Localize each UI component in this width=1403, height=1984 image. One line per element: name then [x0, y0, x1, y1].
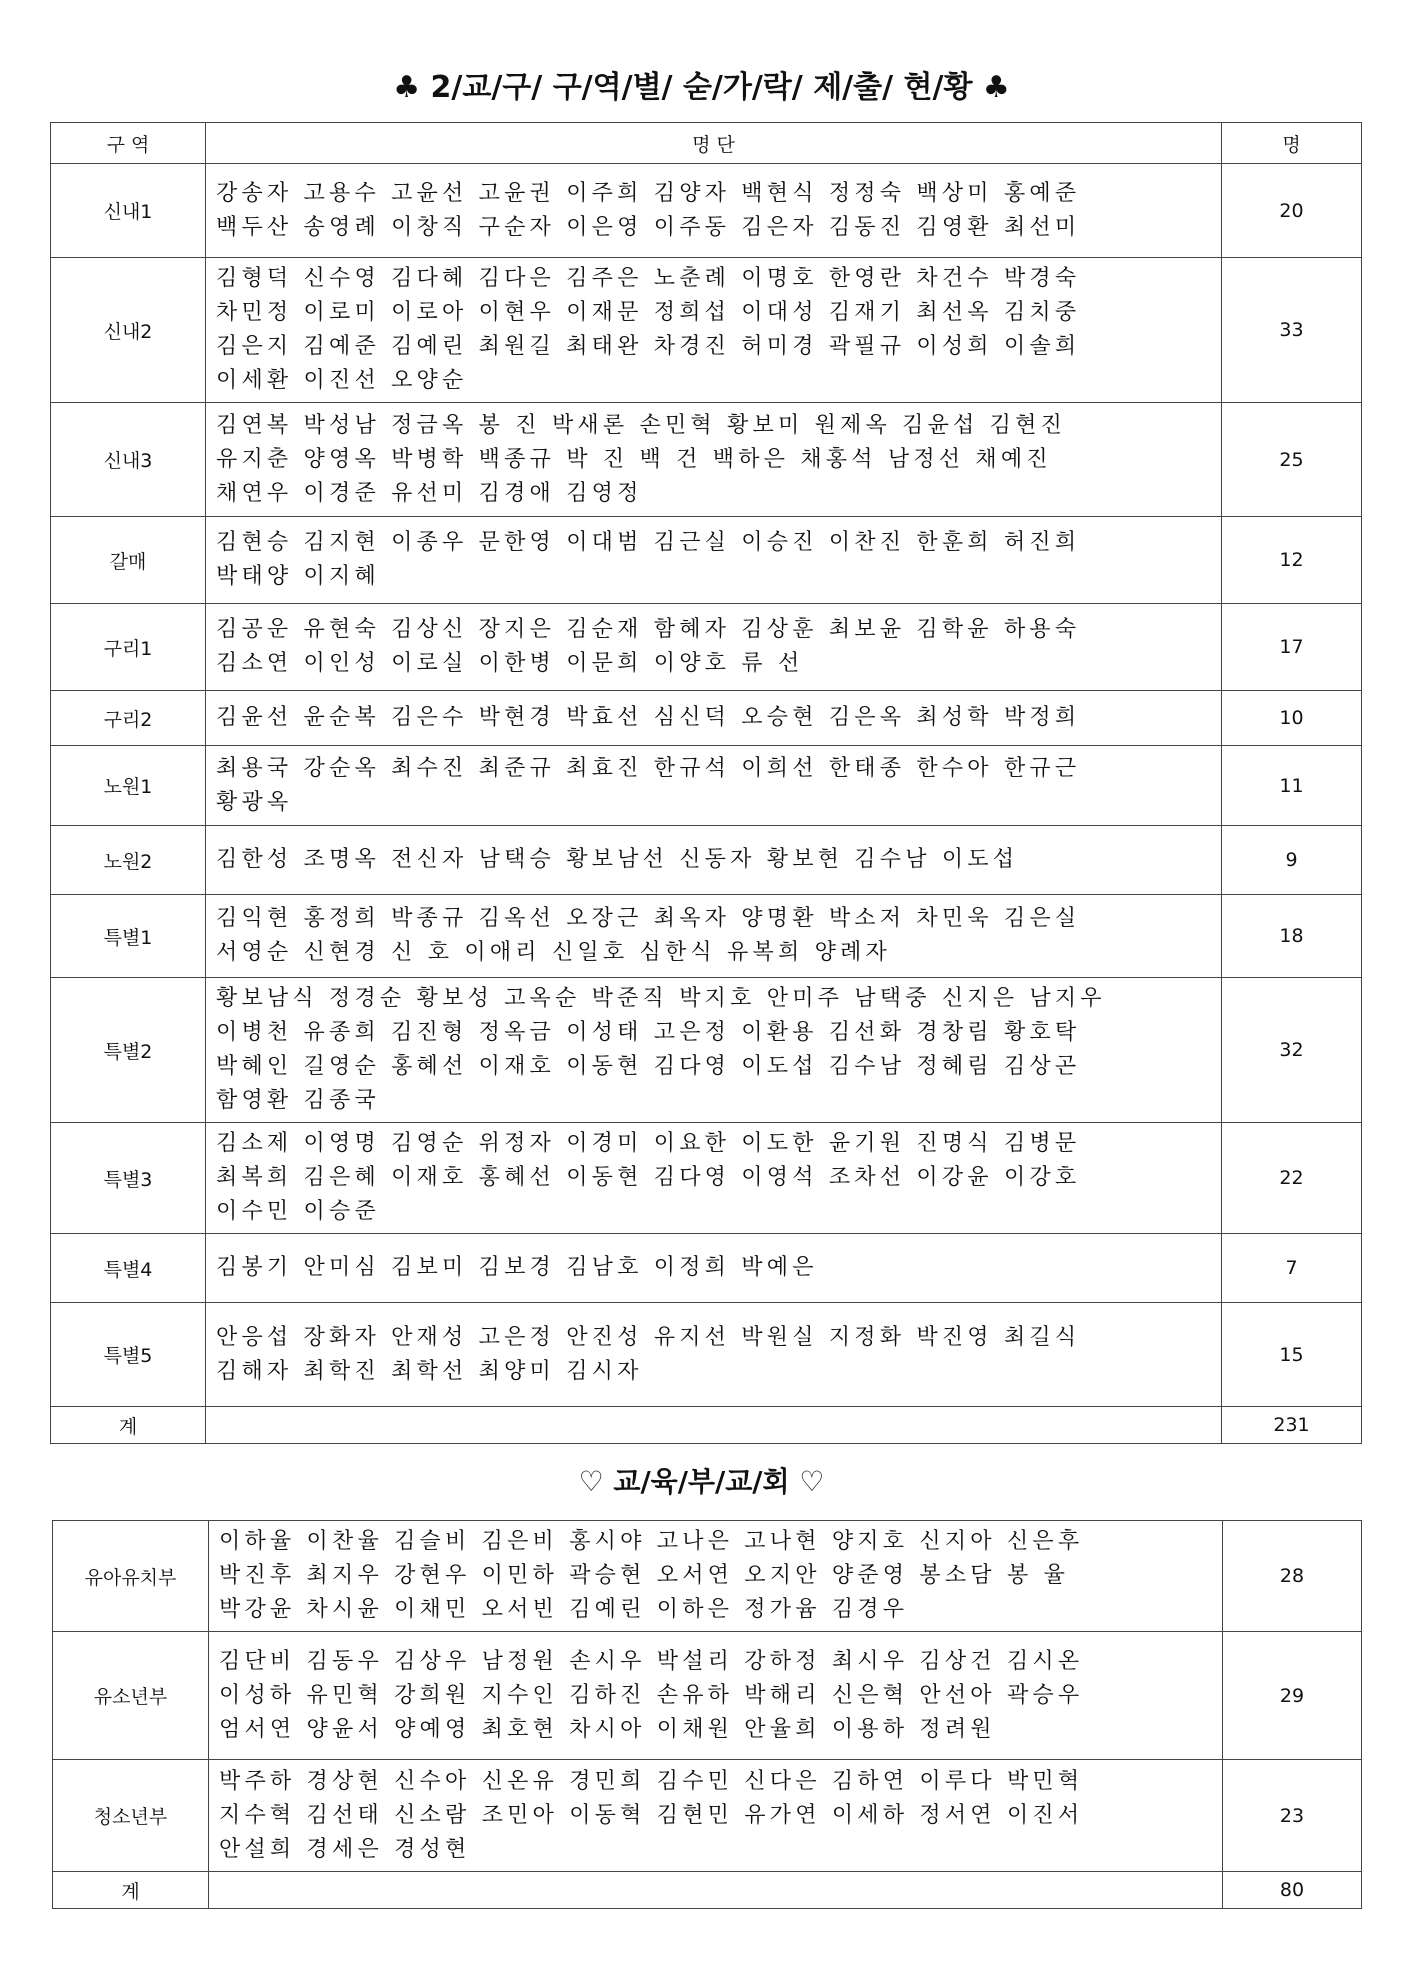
total-blank-cell — [206, 1407, 1222, 1444]
education-table-body — [53, 1521, 1362, 1909]
names-line: 서영순 신현경 신 호 이애리 신일호 심한식 유복희 양례자 — [216, 940, 891, 965]
names-line: 김해자 최학진 최학선 최양미 김시자 — [216, 1358, 643, 1384]
total-label: 계 — [51, 1407, 206, 1444]
names-cell — [206, 1234, 1222, 1303]
names-cell — [206, 164, 1222, 258]
area-cell: 노원2 — [51, 826, 206, 895]
names-line: 유지춘 양영옥 박병학 백종규 박 진 백 건 백하은 채홍석 남정선 채예진 — [216, 446, 1052, 472]
area-cell: 노원1 — [51, 746, 206, 826]
names-line: 안설희 경세은 경성현 — [219, 1836, 471, 1862]
page-title: ♣ 2/교/구/ 구/역/별/ 숟/가/락/ 제/출/ 현/황 ♣ — [393, 70, 1010, 105]
table-row — [51, 258, 1362, 403]
names-cell — [206, 517, 1222, 604]
names-line: 김공운 유현숙 김상신 장지은 김순재 함혜자 김상훈 최보윤 김학윤 하용숙 — [216, 617, 1081, 642]
table-row — [51, 895, 1362, 978]
table-row — [53, 1760, 1362, 1872]
count-cell: 11 — [1222, 746, 1362, 826]
names-line: 차민정 이로미 이로아 이현우 이재문 정희섭 이대성 김재기 최선옥 김치중 — [216, 300, 1081, 325]
count-cell: 17 — [1222, 604, 1362, 691]
names-line: 최용국 강순옥 최수진 최준규 최효진 한규석 이희선 한태종 한수아 한규근 — [216, 755, 1081, 781]
names-cell — [206, 258, 1222, 403]
names-line: 박강윤 차시윤 이채민 오서빈 김예린 이하은 정가윰 김경우 — [219, 1597, 909, 1622]
names-cell — [206, 826, 1222, 895]
names-cell — [209, 1760, 1223, 1872]
area-cell: 유소년부 — [53, 1632, 209, 1760]
names-line: 김봉기 안미심 김보미 김보경 김남호 이정희 박예은 — [216, 1255, 818, 1280]
table-row — [53, 1521, 1362, 1632]
names-line: 최복희 김은혜 이재호 홍혜선 이동현 김다영 이영석 조차선 이강윤 이강호 — [216, 1165, 1081, 1190]
table-row — [51, 978, 1362, 1123]
names-line: 김연복 박성남 정금옥 봉 진 박새론 손민혁 황보미 원제옥 김윤섭 김현진 — [216, 412, 1067, 438]
names-line: 김소연 이인성 이로실 이한병 이문희 이양호 류 선 — [216, 651, 804, 676]
total-label: 계 — [53, 1872, 209, 1909]
names-line: 박주하 경상현 신수아 신온유 경민희 김수민 신다은 김하연 이루다 박민혁 — [219, 1768, 1084, 1794]
header-area: 구 역 — [51, 123, 206, 164]
count-cell: 33 — [1222, 258, 1362, 403]
count-cell: 25 — [1222, 403, 1362, 517]
count-cell: 20 — [1222, 164, 1362, 258]
district-table-body — [51, 123, 1362, 1444]
names-line: 박진후 최지우 강현우 이민하 곽승현 오서연 오지안 양준영 봉소담 봉 율 — [219, 1563, 1070, 1588]
names-cell — [206, 1123, 1222, 1234]
total-count: 80 — [1223, 1872, 1362, 1909]
table-row — [51, 1123, 1362, 1234]
names-line: 김형덕 신수영 김다혜 김다은 김주은 노춘례 이명호 한영란 차건수 박경숙 — [216, 266, 1081, 291]
total-row — [51, 1407, 1362, 1444]
names-cell — [206, 978, 1222, 1123]
education-table — [52, 1520, 1362, 1909]
count-cell: 29 — [1223, 1632, 1362, 1760]
area-cell: 유아유치부 — [53, 1521, 209, 1632]
area-cell: 구리1 — [51, 604, 206, 691]
names-line: 박태양 이지혜 — [216, 564, 380, 589]
names-cell — [206, 895, 1222, 978]
table-row — [51, 691, 1362, 746]
table-row — [51, 403, 1362, 517]
names-cell — [206, 1303, 1222, 1407]
count-cell: 32 — [1222, 978, 1362, 1123]
section-subtitle: ♡ 교/육/부/교/회 ♡ — [578, 1465, 825, 1498]
area-cell: 청소년부 — [53, 1760, 209, 1872]
names-line: 김한성 조명옥 전신자 남택승 황보남선 신동자 황보현 김수남 이도섭 — [216, 847, 1019, 872]
table-row — [51, 604, 1362, 691]
total-blank-cell — [209, 1872, 1223, 1909]
names-line: 이하율 이찬율 김슬비 김은비 홍시야 고나은 고나현 양지호 신지아 신은후 — [219, 1529, 1084, 1554]
table-row — [51, 164, 1362, 258]
area-cell: 갈매 — [51, 517, 206, 604]
table-row — [51, 1303, 1362, 1407]
area-cell: 신내3 — [51, 403, 206, 517]
table-row — [51, 1234, 1362, 1303]
names-cell — [209, 1632, 1223, 1760]
count-cell: 28 — [1223, 1521, 1362, 1632]
area-cell: 특별4 — [51, 1234, 206, 1303]
names-line: 황광옥 — [216, 789, 293, 815]
count-cell: 15 — [1222, 1303, 1362, 1407]
names-line: 이성하 유민혁 강희원 지수인 김하진 손유하 박해리 신은혁 안선아 곽승우 — [219, 1682, 1084, 1708]
names-line: 백두산 송영례 이창직 구순자 이은영 이주동 김은자 김동진 김영환 최선미 — [216, 214, 1081, 240]
names-line: 안응섭 장화자 안재성 고은정 안진성 유지선 박원실 지정화 박진영 최길식 — [216, 1324, 1081, 1350]
names-line: 박혜인 길영순 홍혜선 이재호 이동현 김다영 이도섭 김수남 정혜림 김상곤 — [216, 1054, 1081, 1079]
area-cell: 특별5 — [51, 1303, 206, 1407]
names-line: 강송자 고용수 고윤선 고윤권 이주희 김양자 백현식 정정숙 백상미 홍예준 — [216, 180, 1081, 206]
count-cell: 22 — [1222, 1123, 1362, 1234]
count-cell: 9 — [1222, 826, 1362, 895]
header-names: 명 단 — [206, 123, 1222, 164]
names-line: 이세환 이진선 오양순 — [216, 368, 468, 393]
district-table — [50, 122, 1362, 1444]
table-row — [51, 517, 1362, 604]
names-line: 황보남식 정경순 황보성 고옥순 박준직 박지호 안미주 남택중 신지은 남지우 — [216, 986, 1106, 1011]
count-cell: 23 — [1223, 1760, 1362, 1872]
table-header-row — [51, 123, 1362, 164]
names-cell — [206, 746, 1222, 826]
area-cell: 특별3 — [51, 1123, 206, 1234]
names-line: 지수혁 김선태 신소람 조민아 이동혁 김현민 유가연 이세하 정서연 이진서 — [219, 1802, 1084, 1828]
names-line: 채연우 이경준 유선미 김경애 김영정 — [216, 480, 643, 506]
names-line: 함영환 김종국 — [216, 1088, 380, 1113]
total-count: 231 — [1222, 1407, 1362, 1444]
names-line: 김은지 김예준 김예린 최원길 최태완 차경진 허미경 곽필규 이성희 이솔희 — [216, 334, 1081, 359]
names-line: 엄서연 양윤서 양예영 최호현 차시아 이채원 안율희 이용하 정려원 — [219, 1716, 996, 1742]
table-row — [53, 1632, 1362, 1760]
header-count: 명 — [1222, 123, 1362, 164]
count-cell: 12 — [1222, 517, 1362, 604]
area-cell: 특별1 — [51, 895, 206, 978]
names-cell — [206, 691, 1222, 746]
names-line: 김윤선 윤순복 김은수 박현경 박효선 심신덕 오승현 김은옥 최성학 박정희 — [216, 705, 1081, 730]
table-row — [51, 826, 1362, 895]
names-line: 이병천 유종희 김진형 정옥금 이성태 고은정 이환용 김선화 경창림 황호탁 — [216, 1020, 1081, 1045]
names-cell — [209, 1521, 1223, 1632]
count-cell: 10 — [1222, 691, 1362, 746]
count-cell: 18 — [1222, 895, 1362, 978]
area-cell: 특별2 — [51, 978, 206, 1123]
names-line: 김익현 홍정희 박종규 김옥선 오장근 최옥자 양명환 박소저 차민욱 김은실 — [216, 906, 1081, 931]
area-cell: 신내1 — [51, 164, 206, 258]
count-cell: 7 — [1222, 1234, 1362, 1303]
names-line: 이수민 이승준 — [216, 1199, 380, 1224]
total-row — [53, 1872, 1362, 1909]
area-cell: 구리2 — [51, 691, 206, 746]
names-line: 김단비 김동우 김상우 남정원 손시우 박설리 강하정 최시우 김상건 김시온 — [219, 1648, 1084, 1674]
names-line: 김현승 김지현 이종우 문한영 이대범 김근실 이승진 이찬진 한훈희 허진희 — [216, 530, 1081, 555]
names-cell — [206, 604, 1222, 691]
area-cell: 신내2 — [51, 258, 206, 403]
table-row — [51, 746, 1362, 826]
names-cell — [206, 403, 1222, 517]
names-line: 김소제 이영명 김영순 위정자 이경미 이요한 이도한 윤기원 진명식 김병문 — [216, 1131, 1081, 1156]
